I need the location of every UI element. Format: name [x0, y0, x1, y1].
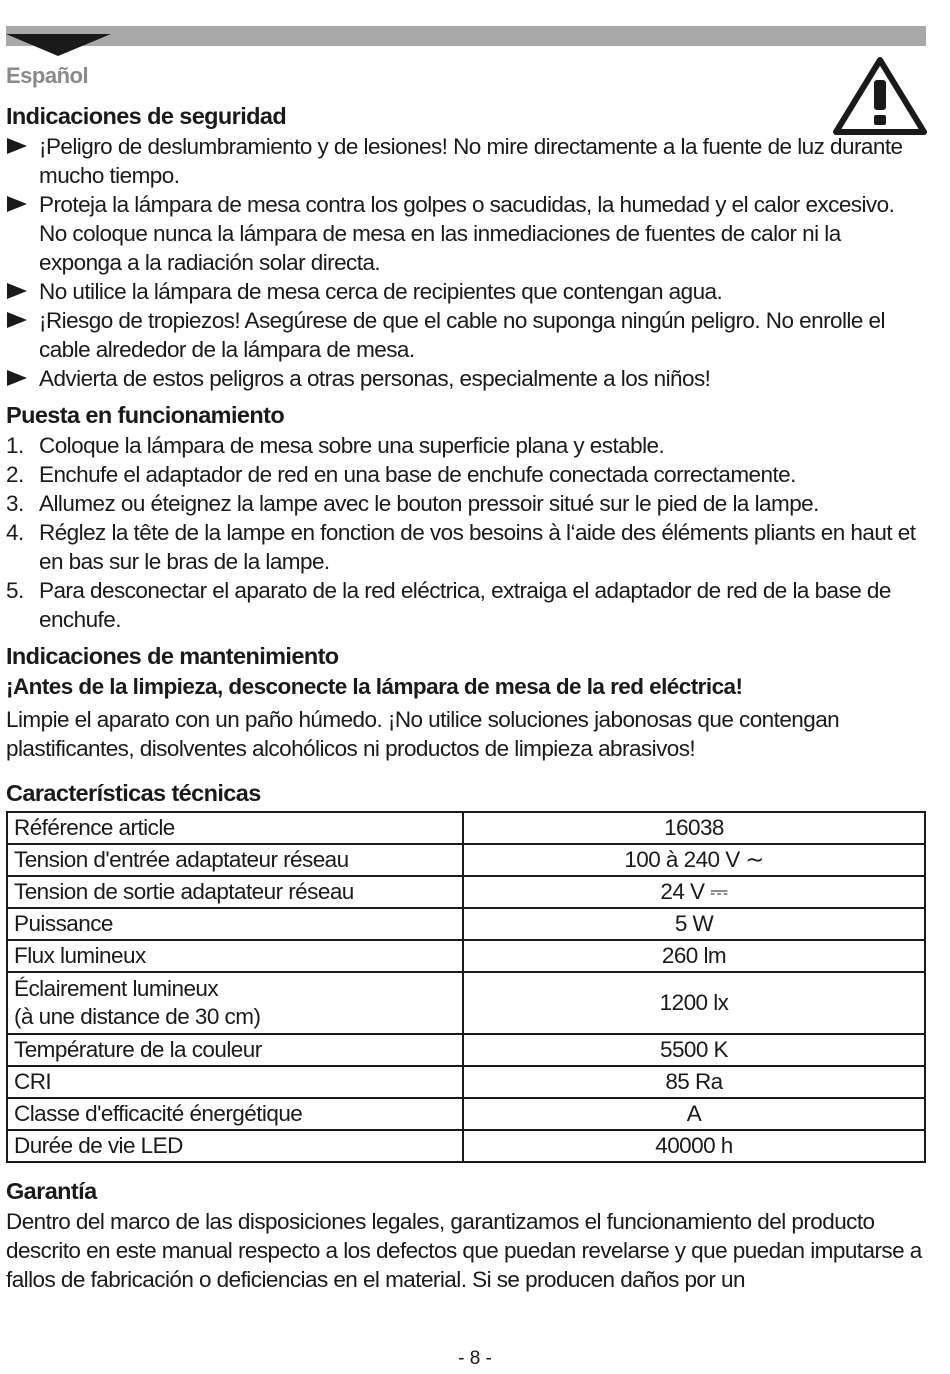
warranty-section	[6, 1175, 926, 1294]
spec-label: Température de la couleur	[7, 1034, 463, 1066]
step-number: 1.	[6, 433, 24, 458]
table-row	[7, 844, 925, 876]
table-row	[7, 1130, 925, 1162]
specs-table	[6, 811, 926, 1163]
spec-label: Référence article	[7, 812, 463, 844]
safety-item: No utilice la lámpara de mesa cerca de recipientes que contengan agua.	[6, 277, 926, 306]
header-bar	[6, 26, 926, 46]
spec-label: CRI	[7, 1066, 463, 1098]
warranty-text: Dentro del marco de las disposiciones legales, garantizamos el funcionamiento del producto descrito en este manual respecto a los defectos que puedan revelarse y que puedan imputarse a fallos de fabricación o deficiencias en el material. Si se producen daños por un	[6, 1209, 922, 1292]
spec-value: 24 V ⎓	[463, 876, 925, 908]
spec-label: Classe d'efficacité énergétique	[7, 1098, 463, 1130]
spec-label: Tension d'entrée adaptateur réseau	[7, 844, 463, 876]
safety-list	[6, 132, 926, 393]
safety-item: Advierta de estos peligros a otras personas, especialmente a los niños!	[6, 364, 926, 393]
step-number: 5.	[6, 578, 24, 603]
operation-steps	[6, 431, 926, 634]
table-row	[7, 876, 925, 908]
specs-section	[6, 777, 926, 1163]
table-row	[7, 972, 925, 1034]
maintenance-section	[6, 640, 926, 763]
page-content	[6, 100, 926, 1294]
warranty-heading: Garantía	[6, 1178, 97, 1204]
header-tab-marker	[6, 34, 111, 56]
spec-label: Tension de sortie adaptateur réseau	[7, 876, 463, 908]
step-item: 5. Para desconectar el aparato de la red eléctrica, extraiga el adaptador de red de la base de enchufe.	[6, 578, 891, 632]
spec-label: Flux lumineux	[7, 940, 463, 972]
step-number: 3.	[6, 491, 24, 516]
page-number: - 8 -	[458, 1348, 492, 1369]
spec-label: Durée de vie LED	[7, 1130, 463, 1162]
safety-item: Proteja la lámpara de mesa contra los golpes o sacudidas, la humedad y el calor excesivo. No coloque nunca la lámpara de mesa en las inmediaciones de fuentes de calor ni la exponga a la radiación solar directa.	[6, 190, 926, 277]
spec-value: 260 lm	[463, 940, 925, 972]
step-item: 4. Réglez la tête de la lampe en fonction de vos besoins à l‘aide des éléments pliants en haut et en bas sur le bras de la lampe.	[6, 520, 916, 574]
table-row	[7, 1034, 925, 1066]
spec-value: 5500 K	[463, 1034, 925, 1066]
step-number: 4.	[6, 520, 24, 545]
spec-value: 85 Ra	[463, 1066, 925, 1098]
spec-value: A	[463, 1098, 925, 1130]
maintenance-heading: Indicaciones de mantenimiento	[6, 643, 339, 669]
spec-value: 1200 lx	[463, 972, 925, 1034]
table-row	[7, 1098, 925, 1130]
spec-value: 100 à 240 V ∼	[463, 844, 925, 876]
maintenance-text: Limpie el aparato con un paño húmedo. ¡No utilice soluciones jabonosas que contengan plastificantes, disolventes alcohólicos ni productos de limpieza abrasivos!	[6, 707, 840, 761]
step-number: 2.	[6, 462, 24, 487]
spec-value: 40000 h	[463, 1130, 925, 1162]
maintenance-warning: ¡Antes de la limpieza, desconecte la lámpara de mesa de la red eléctrica!	[6, 674, 743, 699]
operation-section	[6, 399, 926, 634]
step-item: 1. Coloque la lámpara de mesa sobre una superficie plana y estable.	[6, 433, 665, 458]
table-row	[7, 940, 925, 972]
safety-heading: Indicaciones de seguridad	[6, 103, 287, 129]
table-row	[7, 1066, 925, 1098]
specs-heading: Características técnicas	[6, 780, 261, 806]
spec-value: 16038	[463, 812, 925, 844]
operation-heading: Puesta en funcionamiento	[6, 402, 285, 428]
spec-value: 5 W	[463, 908, 925, 940]
table-row	[7, 812, 925, 844]
step-item: 3. Allumez ou éteignez la lampe avec le bouton pressoir situé sur le pied de la lampe.	[6, 491, 819, 516]
language-label: Español	[6, 63, 89, 88]
table-row	[7, 908, 925, 940]
step-item: 2. Enchufe el adaptador de red en una base de enchufe conectada correctamente.	[6, 462, 796, 487]
safety-section	[6, 100, 926, 393]
spec-label: Puissance	[7, 908, 463, 940]
safety-item: ¡Peligro de deslumbramiento y de lesiones! No mire directamente a la fuente de luz durante mucho tiempo.	[6, 132, 926, 190]
spec-label: Éclairement lumineux (à une distance de 30 cm)	[7, 972, 463, 1034]
safety-item: ¡Riesgo de tropiezos! Asegúrese de que el cable no suponga ningún peligro. No enrolle el cable alrededor de la lámpara de mesa.	[6, 306, 926, 364]
